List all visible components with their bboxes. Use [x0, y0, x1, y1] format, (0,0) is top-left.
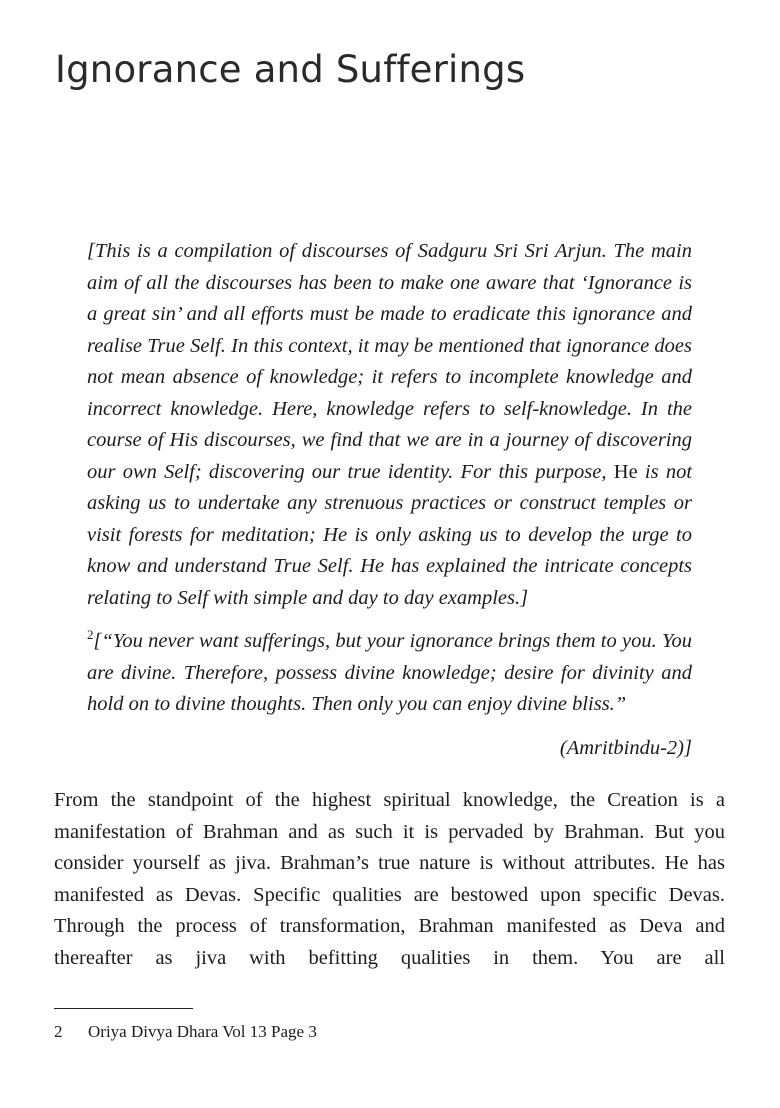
intro-paragraph — [87, 236, 692, 614]
intro-text-he: He — [613, 460, 638, 483]
footnote-divider — [54, 1008, 193, 1009]
intro-text-part1: [This is a compilation of discourses of Sadguru Sri Sri Arjun. The main aim of all the discourses has been to make one aware that ‘Ignorance is a great sin’ and all efforts must be made to eradicate this ignorance and realise True Self. In this context, it may be mentioned that ignorance does not mean absence of knowledge; it refers to incomplete knowledge and incorrect knowledge. Here, knowledge refers to self-knowledge. In the course of His discourses, we find that we are in a journey of discovering our own Self; discovering our true identity. For this purpose, — [87, 240, 692, 483]
footnote — [54, 1020, 317, 1044]
quote-paragraph — [87, 626, 692, 721]
footnote-number: 2 — [54, 1022, 63, 1041]
quote-text: [“You never want sufferings, but your ignorance brings them to you. You are divine. Therefore, possess divine knowledge; desire for divinity and hold on to divine thoughts. Then only you can enjoy divine bliss.” — [87, 630, 692, 715]
footnote-reference: 2 — [87, 627, 94, 643]
footnote-text: Oriya Divya Dhara Vol 13 Page 3 — [88, 1022, 317, 1041]
intro-text-part2: is not asking us to undertake any strenuous practices or construct temples or visit forests for meditation; He is only asking us to develop the urge to know and understand True Self. He has explained the intricate concepts relating to Self with simple and day to day examples.] — [87, 460, 693, 609]
body-paragraph: From the standpoint of the highest spiritual knowledge, the Creation is a manifestation of Brahman and as such it is pervaded by Brahman. But you consider yourself as jiva. Brahman’s true nature is without attributes. He has manifested as Devas. Specific qualities are bestowed upon specific Devas. Through the process of transformation, Brahman manifested as Deva and thereafter as jiva with befitting qualities in them. You are all — [54, 789, 725, 969]
quote-citation: (Amritbindu-2)] — [559, 737, 692, 759]
page-title: Ignorance and Sufferings — [55, 48, 526, 91]
